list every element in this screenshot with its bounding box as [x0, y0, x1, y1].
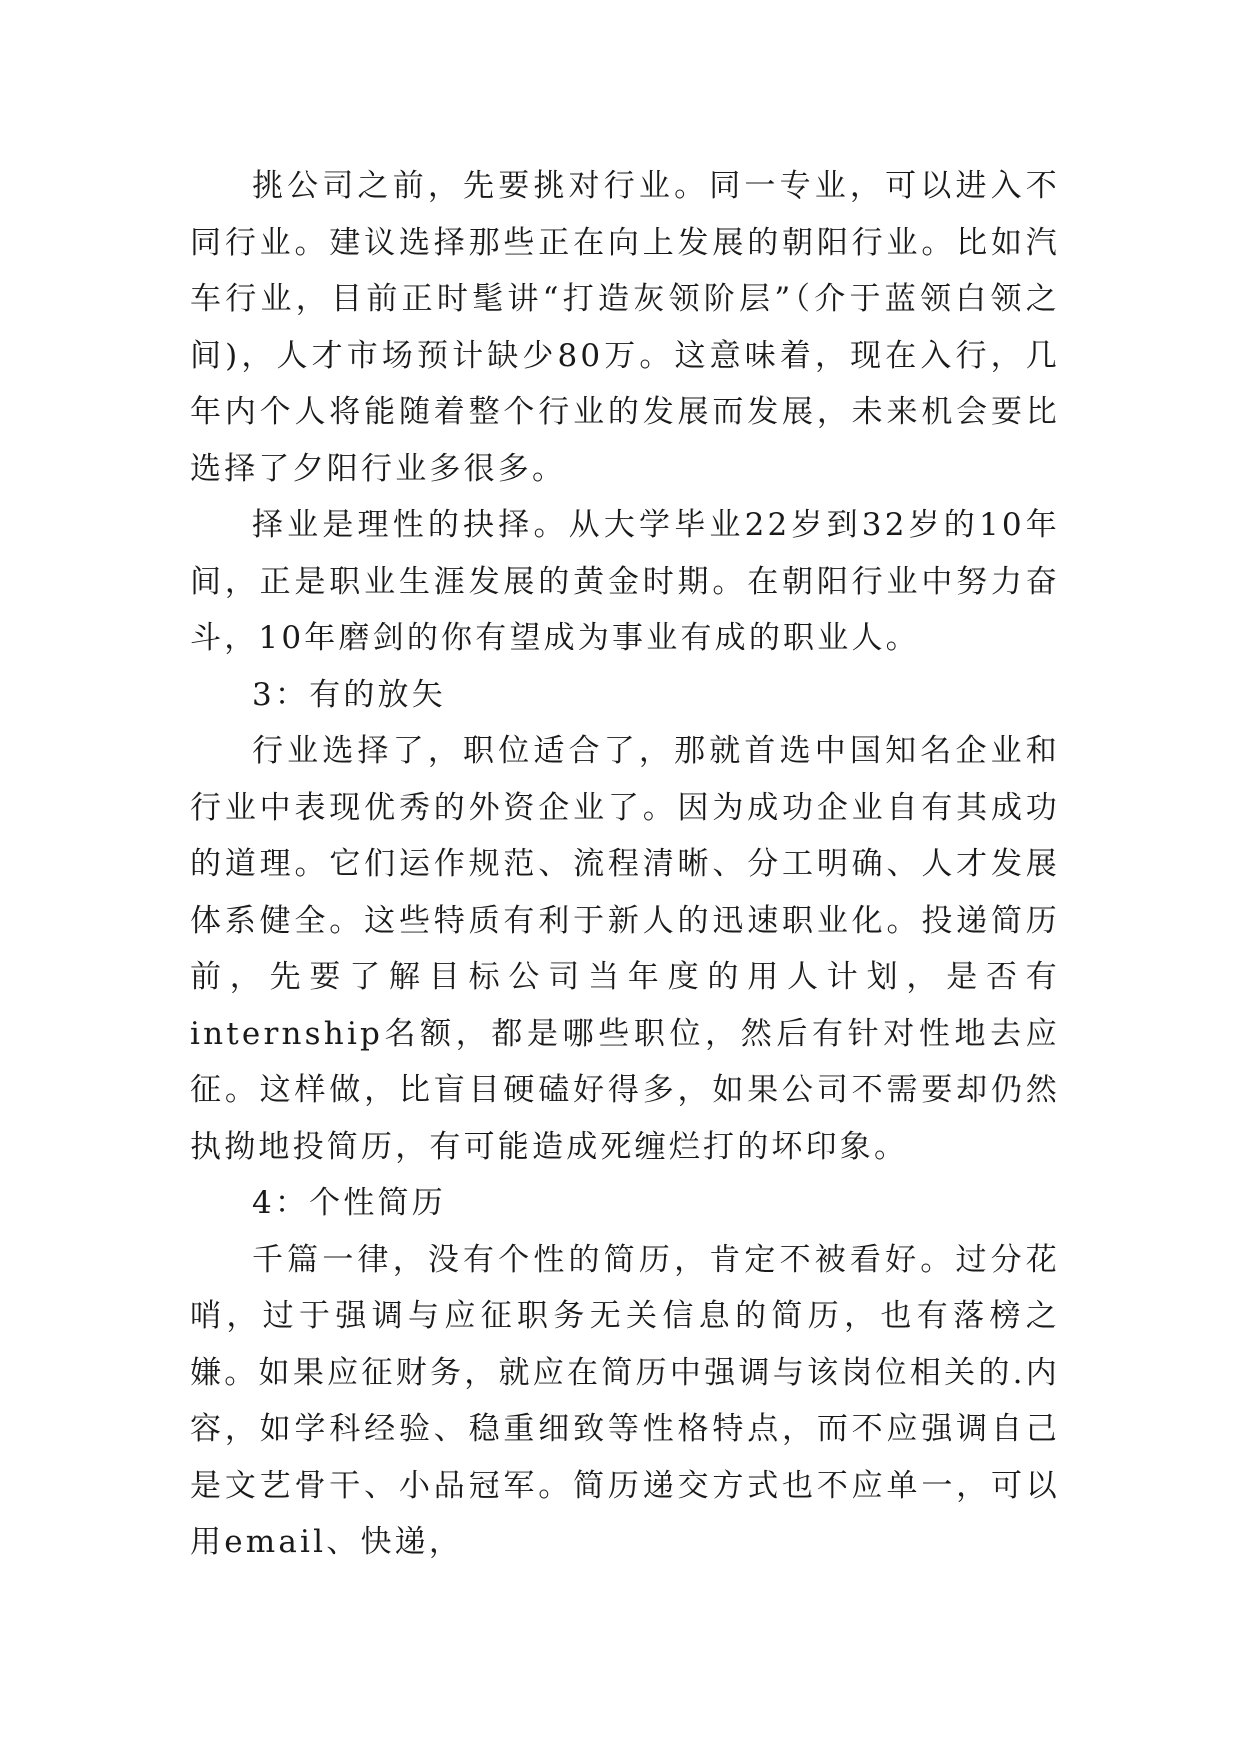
paragraph-personalized-resume: 千篇一律，没有个性的简历，肯定不被看好。过分花哨，过于强调与应征职务无关信息的简历，也有落榜之嫌。如果应征财务，就应在简历中强调与该岗位相关的.内容，如学科经验、稳重细致等性格特点，而不应强调自己是文艺骨干、小品冠军。简历递交方式也不应单一，可以用email、快递，	[190, 1241, 1060, 1560]
paragraph-career-decade: 择业是理性的抉择。从大学毕业22岁到32岁的10年间，正是职业生涯发展的黄金时期。在朝阳行业中努力奋斗，10年磨剑的你有望成为事业有成的职业人。	[190, 507, 1060, 656]
section-heading-3: 3：有的放矢	[252, 676, 446, 713]
section-heading-4: 4：个性简历	[252, 1185, 446, 1221]
paragraph-industry-choice: 挑公司之前，先要挑对行业。同一专业，可以进入不同行业。建议选择那些正在向上发展的朝阳行业。比如汽车行业，目前正时髦讲“打造灰领阶层”（介于蓝领白领之间)，人才市场预计缺少80万。这意味着，现在入行，几年内个人将能随着整个行业的发展而发展，未来机会要比选择了夕阳行业多很多。	[190, 168, 1060, 487]
paragraph-targeted-application: 行业选择了，职位适合了，那就首选中国知名企业和行业中表现优秀的外资企业了。因为成功企业自有其成功的道理。它们运作规范、流程清晰、分工明确、人才发展体系健全。这些特质有利于新人的迅速职业化。投递简历前，先要了解目标公司当年度的用人计划，是否有internship名额，都是哪些职位，然后有针对性地去应征。这样做，比盲目硬磕好得多，如果公司不需要却仍然执拗地投简历，有可能造成死缠烂打的坏印象。	[190, 733, 1060, 1165]
document-body	[190, 158, 1060, 1571]
